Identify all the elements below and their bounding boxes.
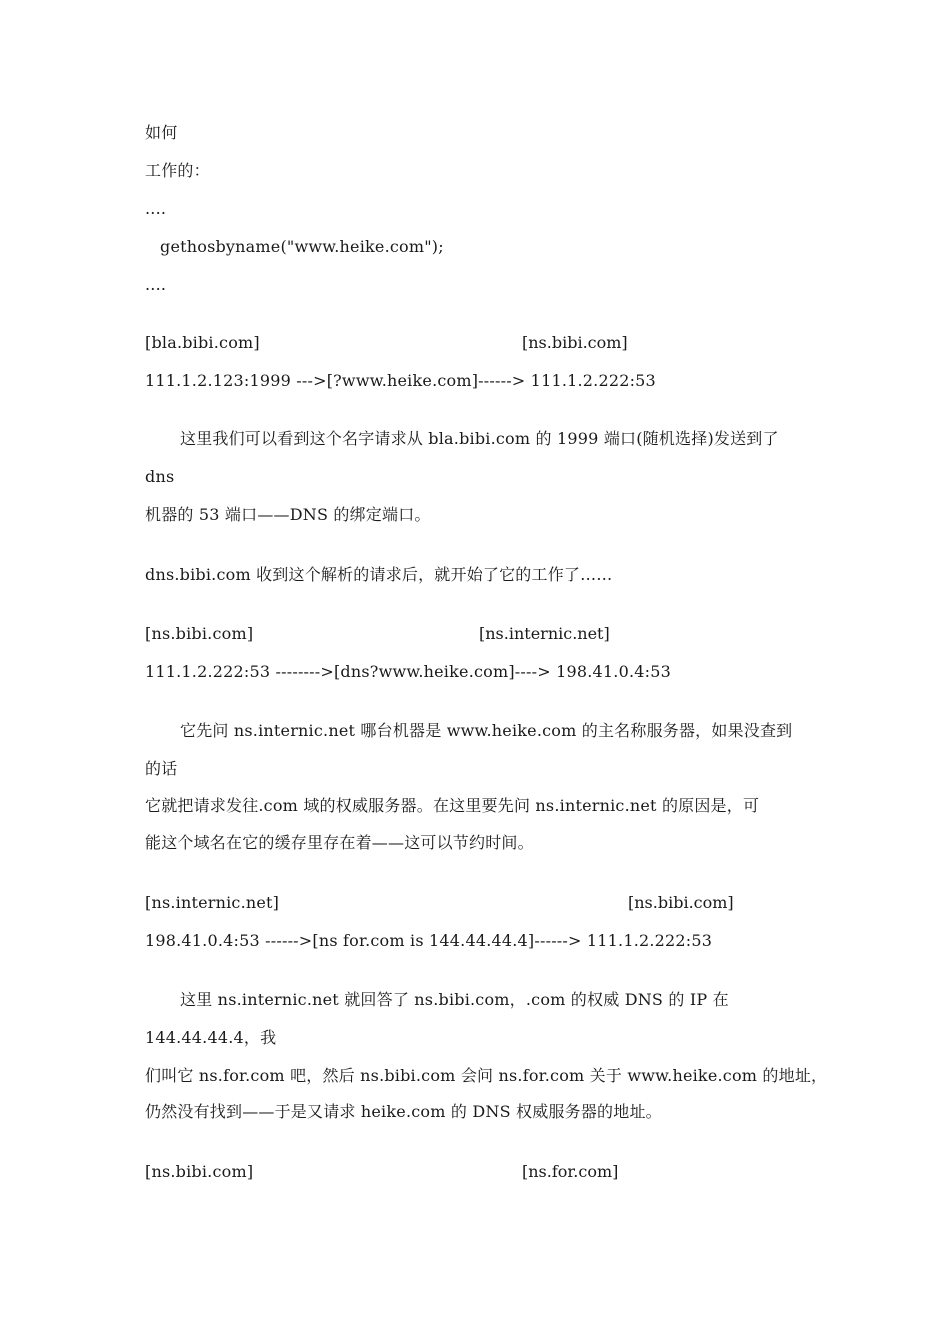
host-label-left: [bla.bibi.com] xyxy=(145,333,260,352)
host-label-right: [ns.for.com] xyxy=(522,1162,619,1181)
host-label-right: [ns.bibi.com] xyxy=(628,893,734,912)
paragraph-line: 机器的 53 端口——DNS 的绑定端口。 xyxy=(145,505,431,524)
host-label-left: [ns.bibi.com] xyxy=(145,624,254,643)
host-label-left: [ns.bibi.com] xyxy=(145,1162,254,1181)
host-label-left: [ns.internic.net] xyxy=(145,893,280,912)
ellipsis-line: .... xyxy=(145,275,167,294)
flow-line: 198.41.0.4:53 ------>[ns for.com is 144.44.44.4]------> 111.1.2.222:53 xyxy=(145,931,713,950)
paragraph-line: dns.bibi.com 收到这个解析的请求后，就开始了它的工作了…… xyxy=(145,565,613,584)
host-label-right: [ns.bibi.com] xyxy=(522,333,628,352)
paragraph-line: 能这个域名在它的缓存里存在着——这可以节约时间。 xyxy=(145,833,534,852)
flow-line: 111.1.2.123:1999 --->[?www.heike.com]------> 111.1.2.222:53 xyxy=(145,371,656,390)
paragraph-line: 这里 ns.internic.net 就回答了 ns.bibi.com，.com 的权威 DNS 的 IP 在 xyxy=(180,990,729,1009)
paragraph-line: 的话 xyxy=(145,759,178,778)
paragraph-line: 它就把请求发往.com 域的权威服务器。在这里要先问 ns.internic.net 的原因是，可 xyxy=(145,796,760,815)
paragraph-line: 它先问 ns.internic.net 哪台机器是 www.heike.com 的主名称服务器，如果没查到 xyxy=(180,721,793,740)
text-line: 工作的： xyxy=(145,161,210,180)
paragraph-line: 这里我们可以看到这个名字请求从 bla.bibi.com 的 1999 端口(随机选择)发送到了 xyxy=(180,429,779,448)
paragraph-line: 144.44.44.4，我 xyxy=(145,1028,277,1047)
flow-line: 111.1.2.222:53 -------->[dns?www.heike.com]----> 198.41.0.4:53 xyxy=(145,662,671,681)
text-line: 如何 xyxy=(145,123,178,142)
host-label-right: [ns.internic.net] xyxy=(479,624,610,643)
paragraph-line: 们叫它 ns.for.com 吧，然后 ns.bibi.com 会问 ns.for.com 关于 www.heike.com 的地址， xyxy=(145,1066,828,1085)
ellipsis-line: .... xyxy=(145,199,167,218)
paragraph-line: dns xyxy=(145,467,175,486)
paragraph-line: 仍然没有找到——于是又请求 heike.com 的 DNS 权威服务器的地址。 xyxy=(145,1102,662,1121)
code-line: gethosbyname("www.heike.com"); xyxy=(160,237,444,256)
